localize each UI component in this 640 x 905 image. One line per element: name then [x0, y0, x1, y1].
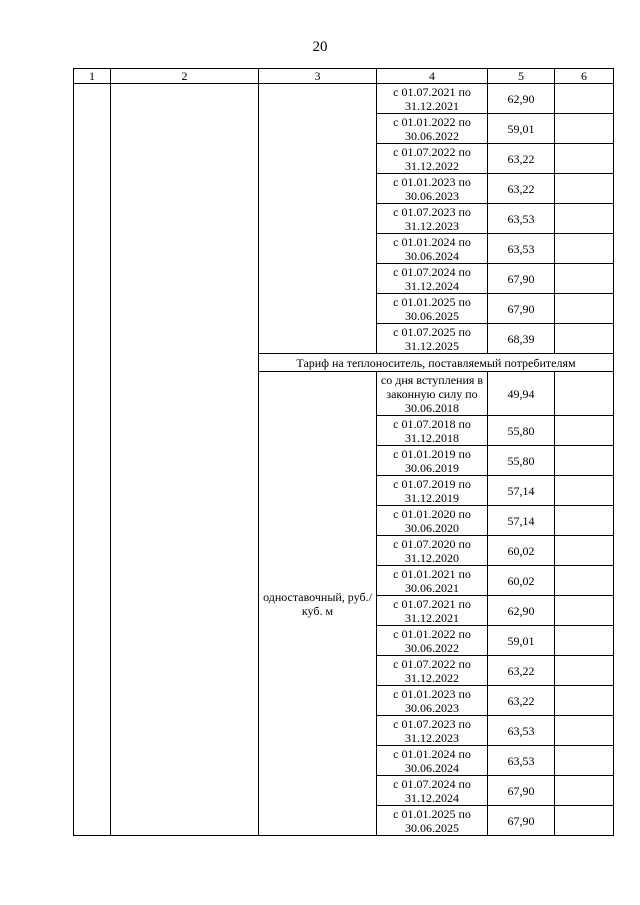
column-number: 4: [377, 69, 488, 84]
period-cell: с 01.07.2021 по 31.12.2021: [377, 84, 488, 114]
note-cell: [555, 476, 614, 506]
period-cell: с 01.07.2024 по 31.12.2024: [377, 776, 488, 806]
period-cell: с 01.01.2020 по 30.06.2020: [377, 506, 488, 536]
note-cell: [555, 234, 614, 264]
period-cell: с 01.01.2022 по 30.06.2022: [377, 114, 488, 144]
period-cell: с 01.07.2018 по 31.12.2018: [377, 416, 488, 446]
period-cell: с 01.07.2023 по 31.12.2023: [377, 204, 488, 234]
tariff-table: [73, 68, 614, 836]
period-cell: с 01.01.2021 по 30.06.2021: [377, 566, 488, 596]
column-number: 2: [111, 69, 259, 84]
value-cell: 57,14: [488, 476, 555, 506]
value-cell: 63,22: [488, 174, 555, 204]
value-cell: 67,90: [488, 264, 555, 294]
table-row: [74, 84, 614, 114]
section-title: Тариф на теплоноситель, поставляемый потребителям: [259, 354, 614, 372]
value-cell: 63,22: [488, 656, 555, 686]
period-cell: с 01.07.2025 по 31.12.2025: [377, 324, 488, 354]
period-cell: с 01.01.2019 по 30.06.2019: [377, 446, 488, 476]
period-cell: с 01.01.2025 по 30.06.2025: [377, 806, 488, 836]
note-cell: [555, 596, 614, 626]
period-cell: с 01.07.2024 по 31.12.2024: [377, 264, 488, 294]
period-cell: с 01.01.2024 по 30.06.2024: [377, 746, 488, 776]
note-cell: [555, 294, 614, 324]
value-cell: 49,94: [488, 372, 555, 416]
period-cell: с 01.01.2024 по 30.06.2024: [377, 234, 488, 264]
value-cell: 62,90: [488, 596, 555, 626]
column-number: 6: [555, 69, 614, 84]
value-cell: 68,39: [488, 324, 555, 354]
period-cell: с 01.07.2019 по 31.12.2019: [377, 476, 488, 506]
col2-cell: [111, 84, 259, 836]
column-number: 5: [488, 69, 555, 84]
note-cell: [555, 174, 614, 204]
period-cell: с 01.07.2021 по 31.12.2021: [377, 596, 488, 626]
note-cell: [555, 372, 614, 416]
note-cell: [555, 506, 614, 536]
period-cell: с 01.01.2023 по 30.06.2023: [377, 174, 488, 204]
note-cell: [555, 204, 614, 234]
value-cell: 63,22: [488, 144, 555, 174]
value-cell: 63,53: [488, 234, 555, 264]
note-cell: [555, 416, 614, 446]
period-cell: с 01.01.2023 по 30.06.2023: [377, 686, 488, 716]
value-cell: 63,53: [488, 716, 555, 746]
period-cell: с 01.07.2022 по 31.12.2022: [377, 144, 488, 174]
note-cell: [555, 716, 614, 746]
value-cell: 60,02: [488, 536, 555, 566]
value-cell: 55,80: [488, 446, 555, 476]
column-number: 3: [259, 69, 377, 84]
period-cell: с 01.01.2022 по 30.06.2022: [377, 626, 488, 656]
period-cell: с 01.07.2020 по 31.12.2020: [377, 536, 488, 566]
col3-cell: [259, 84, 377, 354]
note-cell: [555, 536, 614, 566]
note-cell: [555, 144, 614, 174]
note-cell: [555, 806, 614, 836]
note-cell: [555, 626, 614, 656]
note-cell: [555, 776, 614, 806]
value-cell: 63,53: [488, 746, 555, 776]
note-cell: [555, 324, 614, 354]
column-number-row: [74, 69, 614, 84]
period-cell: с 01.07.2022 по 31.12.2022: [377, 656, 488, 686]
column-number: 1: [74, 69, 111, 84]
note-cell: [555, 746, 614, 776]
note-cell: [555, 264, 614, 294]
note-cell: [555, 84, 614, 114]
value-cell: 63,53: [488, 204, 555, 234]
tariff-table-body: [74, 69, 614, 836]
period-cell: с 01.01.2025 по 30.06.2025: [377, 294, 488, 324]
note-cell: [555, 446, 614, 476]
value-cell: 59,01: [488, 626, 555, 656]
tariff-type: одноставочный, руб./куб. м: [259, 372, 377, 836]
value-cell: 55,80: [488, 416, 555, 446]
period-cell: с 01.07.2023 по 31.12.2023: [377, 716, 488, 746]
value-cell: 67,90: [488, 806, 555, 836]
value-cell: 60,02: [488, 566, 555, 596]
col1-cell: [74, 84, 111, 836]
value-cell: 62,90: [488, 84, 555, 114]
value-cell: 59,01: [488, 114, 555, 144]
value-cell: 57,14: [488, 506, 555, 536]
note-cell: [555, 656, 614, 686]
value-cell: 67,90: [488, 776, 555, 806]
page-number: 20: [312, 39, 328, 55]
note-cell: [555, 566, 614, 596]
note-cell: [555, 686, 614, 716]
note-cell: [555, 114, 614, 144]
value-cell: 67,90: [488, 294, 555, 324]
period-cell: со дня вступления в законную силу по 30.06.2018: [377, 372, 488, 416]
value-cell: 63,22: [488, 686, 555, 716]
